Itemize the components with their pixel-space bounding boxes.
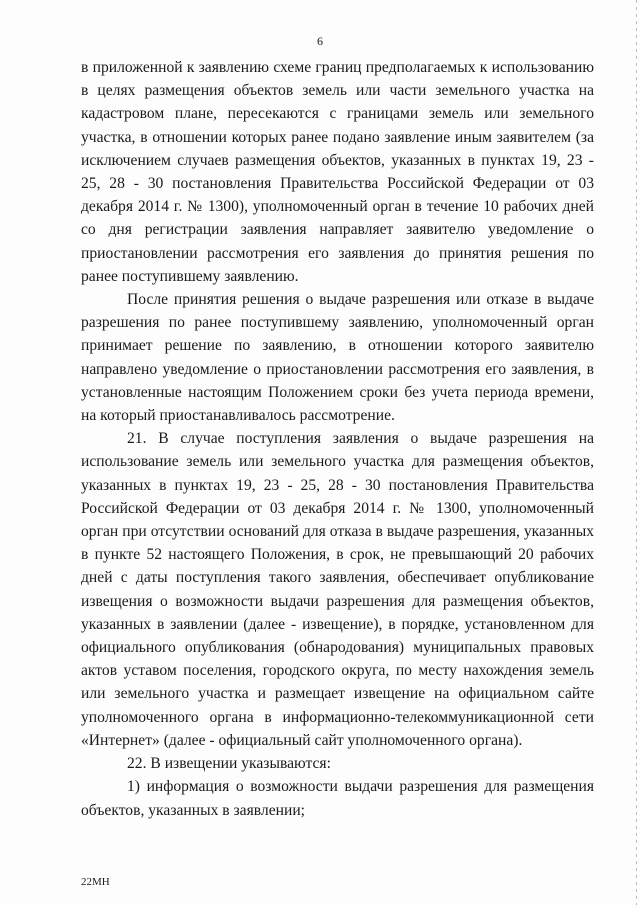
footer-code: 22МН xyxy=(81,876,110,888)
paragraph-item-1: 1) информация о возможности выдачи разрешения для размещения объектов, указанных в заявлении; xyxy=(81,778,594,819)
paragraph-clause-22: 22. В извещении указываются: xyxy=(127,755,331,773)
scan-edge-line xyxy=(636,0,637,905)
paragraph-clause-21: 21. В случае поступления заявления о выдаче разрешения на использование земель или земельного участка для размещения объектов, указанных в пунктах 19, 23 - 25, 28 - 30 постановления Правительства Российской Федерации от 03 декабря 2014 г. № 1300, уполномоченный орган при отсутствии оснований для отказа в выдаче разрешения, указанных в пункте 52 настоящего Положения, в срок, не превышающий 20 рабочих дней с даты поступления такого заявления, обеспечивает опубликование извещения о возможности выдачи разрешения для размещения объектов, указанных в заявлении (далее - извещение), в порядке, установленном для официального опубликования (обнародования) муниципальных правовых актов уставом поселения, городского округа, по месту нахождения земель или земельного участка и размещает извещение на официальном сайте уполномоченного органа в информационно-телекоммуникационной сети «Интернет» (далее - официальный сайт уполномоченного органа). xyxy=(81,430,594,749)
page-number: 6 xyxy=(317,34,323,48)
document-body xyxy=(81,56,594,822)
paragraph-after-decision: После принятия решения о выдаче разрешения или отказе в выдаче разрешения по ранее поступившему заявлению, уполномоченный орган принимает решение по заявлению, в отношении которого заявителю направлено уведомление о приостановлении рассмотрения его заявления, в установленные настоящим Положением сроки без учета периода времени, на который приостанавливалось рассмотрение. xyxy=(81,291,594,425)
paragraph-continuation: в приложенной к заявлению схеме границ предполагаемых к использованию в целях размещения объектов земель или части земельного участка на кадастровом плане, пересекаются с границами земель или земельного участка, в отношении которых ранее подано заявление иным заявителем (за исключением случаев размещения объектов, указанных в пунктах 19, 23 - 25, 28 - 30 постановления Правительства Российской Федерации от 03 декабря 2014 г. № 1300), уполномоченный орган в течение 10 рабочих дней со дня регистрации заявления направляет заявителю уведомление о приостановлении рассмотрения его заявления до принятия решения по ранее поступившему заявлению. xyxy=(81,59,594,285)
